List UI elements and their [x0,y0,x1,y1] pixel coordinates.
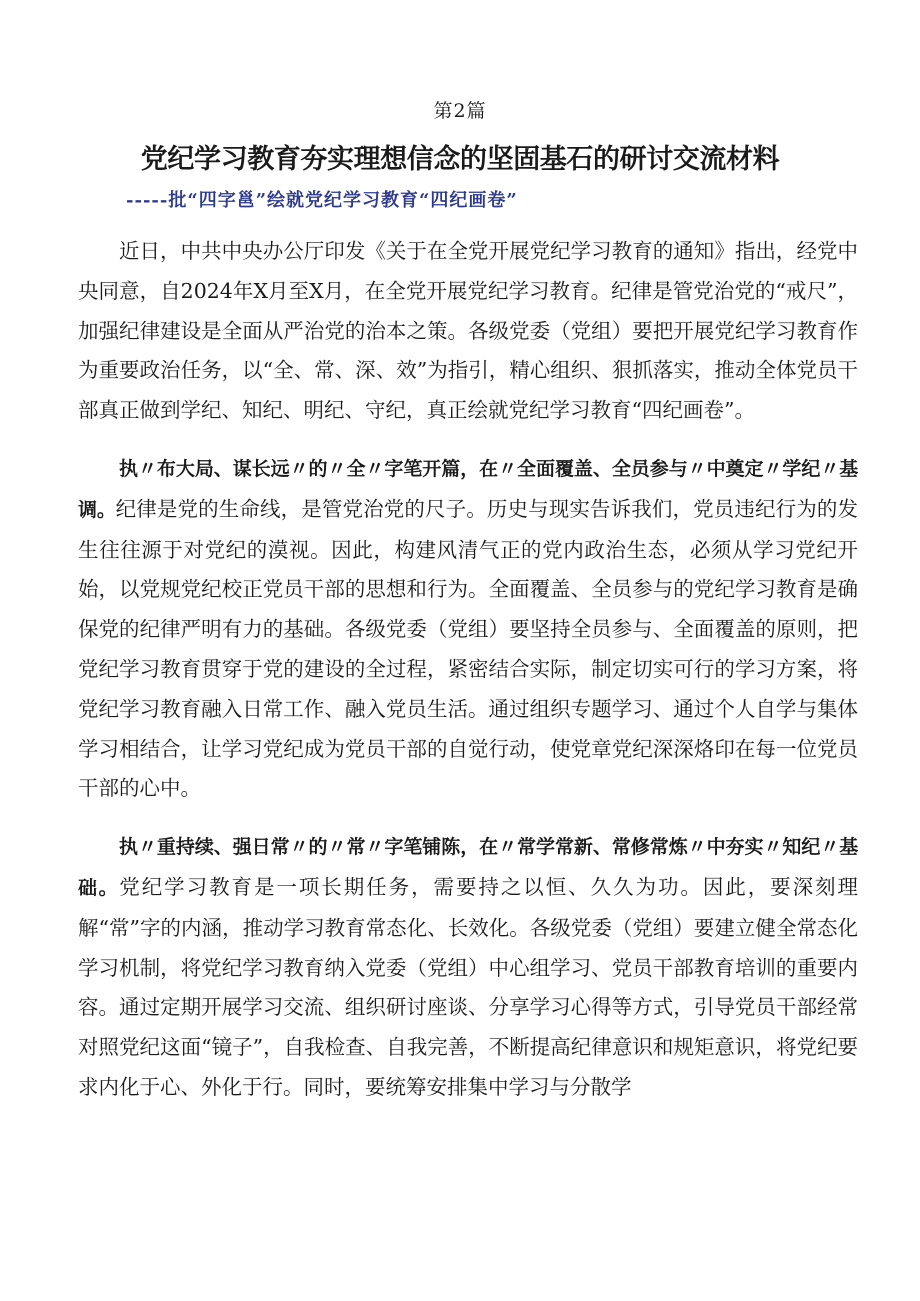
paragraph-text: 近日，中共中央办公厅印发《关于在全党开展党纪学习教育的通知》指出，经党中央同意，自2024年X月至X月，在全党开展党纪学习教育。纪律是管党治党的“戒尺”，加强纪律建设是全面从严治党的治本之策。各级党委（党组）要把开展党纪学习教育作为重要政治任务，以“全、常、深、效”为指引，精心组织、狠抓落实，推动全体党员干部真正做到学纪、知纪、明纪、守纪，真正绘就党纪学习教育“四纪画卷”。 [78,239,858,423]
document-title: 党纪学习教育夯实理想信念的坚固基石的研讨交流材料 [140,144,780,175]
paragraph-text: 纪律是党的生命线，是管党治党的尺子。历史与现实告诉我们，党员违纪行为的发生往往源于对党纪的漠视。因此，构建风清气正的党内政治生态，必须从学习党纪开始，以党规党纪校正党员干部的思想和行为。全面覆盖、全员参与的党纪学习教育是确保党的纪律严明有力的基础。各级党委（党组）要坚持全员参与、全面覆盖的原则，把党纪学习教育贯穿于党的建设的全过程，紧密结合实际，制定切实可行的学习方案，将党纪学习教育融入日常工作、融入党员生活。通过组织专题学习、通过个人自学与集体学习相结合，让学习党纪成为党员干部的自觉行动，使党章党纪深深烙印在每一位党员干部的心中。 [78,496,858,801]
paragraph-lead-heading: 执〃布大局、谋长远〃的〃全〃字笔开篇，在〃全面覆盖、全员参与〃中奠定〃学纪〃基调。 [78,457,858,521]
document-body [78,232,858,1108]
paragraph-section-quan [78,449,858,809]
paragraph-lead-heading: 执〃重持续、强日常〃的〃常〃字笔铺陈，在〃常学常新、常修常炼〃中夯实〃知纪〃基础。 [78,836,858,899]
paragraph-section-chang [78,827,858,1108]
paragraph-intro [78,232,858,431]
document-subtitle: -----批“四字邕”绘就党纪学习教育“四纪画卷” [126,190,518,211]
chapter-label: 第2篇 [433,100,487,122]
paragraph-text: 党纪学习教育是一项长期任务，需要持之以恒、久久为功。因此，要深刻理解“常”字的内涵，推动学习教育常态化、长效化。各级党委（党组）要建立健全常态化学习机制，将党纪学习教育纳入党委（党组）中心组学习、党员干部教育培训的重要内容。通过定期开展学习交流、组织研讨座谈、分享学习心得等方式，引导党员干部经常对照党纪这面“镜子”，自我检查、自我完善，不断提高纪律意识和规矩意识，将党纪要求内化于心、外化于行。同时，要统筹安排集中学习与分散学 [78,874,859,1099]
